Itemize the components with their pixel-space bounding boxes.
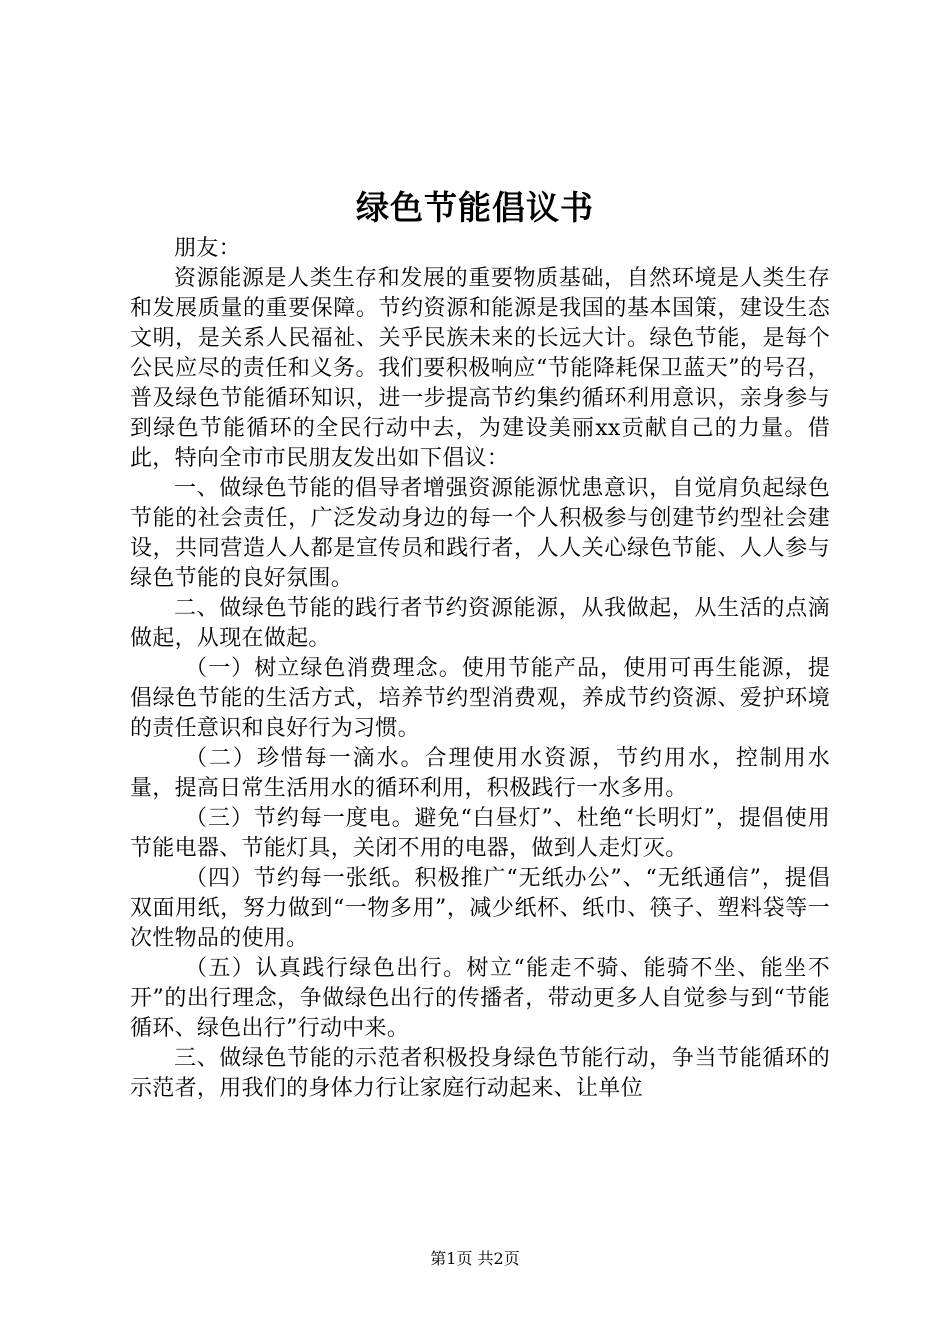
paragraph-intro: 资源能源是人类生存和发展的重要物质基础，自然环境是人类生存和发展质量的重要保障。节约资源和能源是我国的基本国策，建设生态文明，是关系人民福祉、关乎民族未来的长远大计。绿色节能，是每个公民应尽的责任和义务。我们要积极响应“节能降耗保卫蓝天”的号召，普及绿色节能循环知识，进一步提高节约集约循环利用意识，亲身参与到绿色节能循环的全民行动中去，为建设美丽xx贡献自己的力量。借此，特向全市市民朋友发出如下倡议： (130, 266, 830, 471)
paragraph-sub-item-2: （二）珍惜每一滴水。合理使用水资源，节约用水，控制用水量，提高日常生活用水的循环利用，积极践行一水多用。 (130, 746, 830, 801)
paragraph-initiative-3: 三、做绿色节能的示范者积极投身绿色节能行动，争当节能循环的示范者，用我们的身体力行让家庭行动起来、让单位 (130, 1046, 830, 1101)
page-number-footer: 第1页 共2页 (430, 1249, 520, 1268)
paragraph-initiative-2: 二、做绿色节能的践行者节约资源能源，从我做起，从生活的点滴做起，从现在做起。 (130, 596, 830, 651)
paragraph-sub-item-4: （四）节约每一张纸。积极推广“无纸办公”、“无纸通信”，提倡双面用纸，努力做到“一物多用”，减少纸杯、纸巾、筷子、塑料袋等一次性物品的使用。 (130, 866, 830, 951)
paragraph-sub-item-1: （一）树立绿色消费理念。使用节能产品，使用可再生能源，提倡绿色节能的生活方式，培养节约型消费观，养成节约资源、爱护环境的责任意识和良好行为习惯。 (130, 656, 830, 741)
paragraph-initiative-1: 一、做绿色节能的倡导者增强资源能源忧患意识，自觉肩负起绿色节能的社会责任，广泛发动身边的每一个人积极参与创建节约型社会建设，共同营造人人都是宣传员和践行者，人人关心绿色节能、人人参与绿色节能的良好氛围。 (130, 476, 830, 591)
document-title: 绿色节能倡议书 (356, 188, 594, 227)
greeting-line: 朋友： (174, 236, 241, 261)
paragraph-sub-item-3: （三）节约每一度电。避免“白昼灯”、杜绝“长明灯”，提倡使用节能电器、节能灯具，关闭不用的电器，做到人走灯灭。 (130, 806, 830, 861)
paragraph-sub-item-5: （五）认真践行绿色出行。树立“能走不骑、能骑不坐、能坐不开”的出行理念，争做绿色出行的传播者，带动更多人自觉参与到“节能循环、绿色出行”行动中来。 (130, 956, 830, 1041)
document-body (130, 234, 830, 1104)
